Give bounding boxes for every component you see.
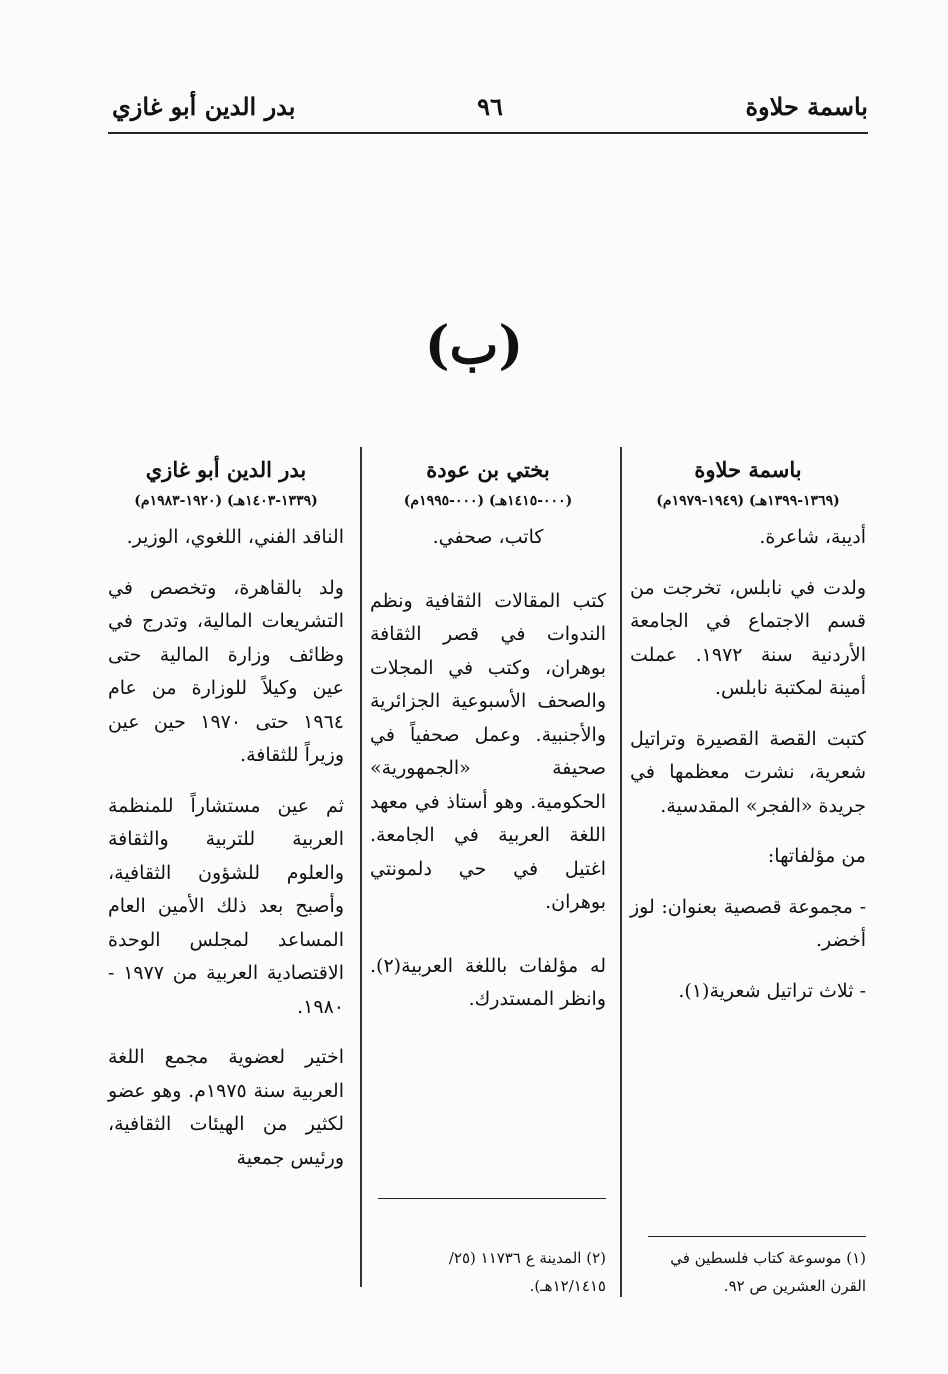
entry-name: بختي بن عودة <box>426 457 550 482</box>
header-left-entry: بدر الدين أبو غازي <box>112 92 296 121</box>
footnote-rule <box>648 1236 866 1237</box>
entry-dates: (٠٠٠-١٤١٥هـ) (٠٠٠-١٩٩٥م) <box>403 493 573 509</box>
entry-paragraph: كتبت القصة القصيرة وتراتيل شعرية، نشرت معظمها في جريدة «الفجر» المقدسية. <box>630 727 866 817</box>
footnote: (٢) المدينة ع ١١٧٣٦ (٢٥/ ١٢/١٤١٥هـ). <box>448 1249 606 1295</box>
entry-column <box>108 455 344 1192</box>
entry-paragraph: كتب المقالات الثقافية ونظم الندوات في قصر الثقافة بوهران، وكتب في المجلات والصحف الأسبوعية الجزائرية والأجنبية. وعمل صحفياً في صحيفة «الجمهورية» الحكومية. وهو أستاذ في معهد اللغة العربية في الجامعة. اغتيل في حي دلمونتي بوهران. <box>370 589 606 913</box>
entry-paragraph: اختير لعضوية مجمع اللغة العربية سنة ١٩٧٥م. وهو عضو لكثير من الهيئات الثقافية، ورئيس جمعية <box>108 1046 344 1169</box>
entry-paragraph: من مؤلفاتها: <box>767 845 866 867</box>
section-letter: (ب) <box>424 315 524 376</box>
running-header <box>112 88 868 128</box>
entry-paragraph: له مؤلفات باللغة العربية(٢). وانظر المستدرك. <box>370 954 606 1010</box>
entry-paragraph: الناقد الفني، اللغوي، الوزير. <box>126 526 344 548</box>
column-divider <box>360 447 362 1287</box>
footnote: (١) موسوعة كتاب فلسطين في القرن العشرين ص ٩٢. <box>670 1249 866 1295</box>
entry-paragraph: ولدت في نابلس، تخرجت من قسم الاجتماع في الجامعة الأردنية سنة ١٩٧٢. عملت أمينة لمكتبة نابلس. <box>630 576 866 699</box>
entry-dates: (١٣٣٩-١٤٠٣هـ) (١٩٢٠-١٩٨٣م) <box>134 493 318 509</box>
entry-dates: (١٣٦٩-١٣٩٩هـ) (١٩٤٩-١٩٧٩م) <box>656 493 840 509</box>
entry-name: باسمة حلاوة <box>694 457 802 482</box>
entry-column <box>370 455 606 1034</box>
entry-column <box>630 455 866 1025</box>
entry-paragraph: كاتب، صحفي. <box>432 526 544 548</box>
entry-name: بدر الدين أبو غازي <box>145 457 307 482</box>
header-rule <box>108 132 868 134</box>
entry-paragraph: أديبة، شاعرة. <box>759 526 866 548</box>
footnote-rule <box>378 1198 606 1199</box>
page-number: ٩٦ <box>477 92 503 121</box>
header-right-entry: باسمة حلاوة <box>745 92 868 121</box>
entry-paragraph: - ثلاث تراتيل شعرية(١). <box>678 979 866 1002</box>
entry-paragraph: ثم عين مستشاراً للمنظمة العربية للتربية والثقافة والعلوم للشؤون الثقافية، وأصبح بعد ذلك الأمين العام المساعد لمجلس الوحدة الاقتصادية العربية من ١٩٧٧ - ١٩٨٠. <box>108 794 344 1018</box>
column-divider <box>620 447 622 1297</box>
entry-paragraph: - مجموعة قصصية بعنوان: لوز أخضر. <box>630 895 866 951</box>
entry-paragraph: ولد بالقاهرة، وتخصص في التشريعات المالية، وتدرج في وظائف وزارة المالية حتى عين وكيلاً للوزارة من عام ١٩٦٤ حتى ١٩٧٠ حين عين وزيراً للثقافة. <box>108 576 344 766</box>
